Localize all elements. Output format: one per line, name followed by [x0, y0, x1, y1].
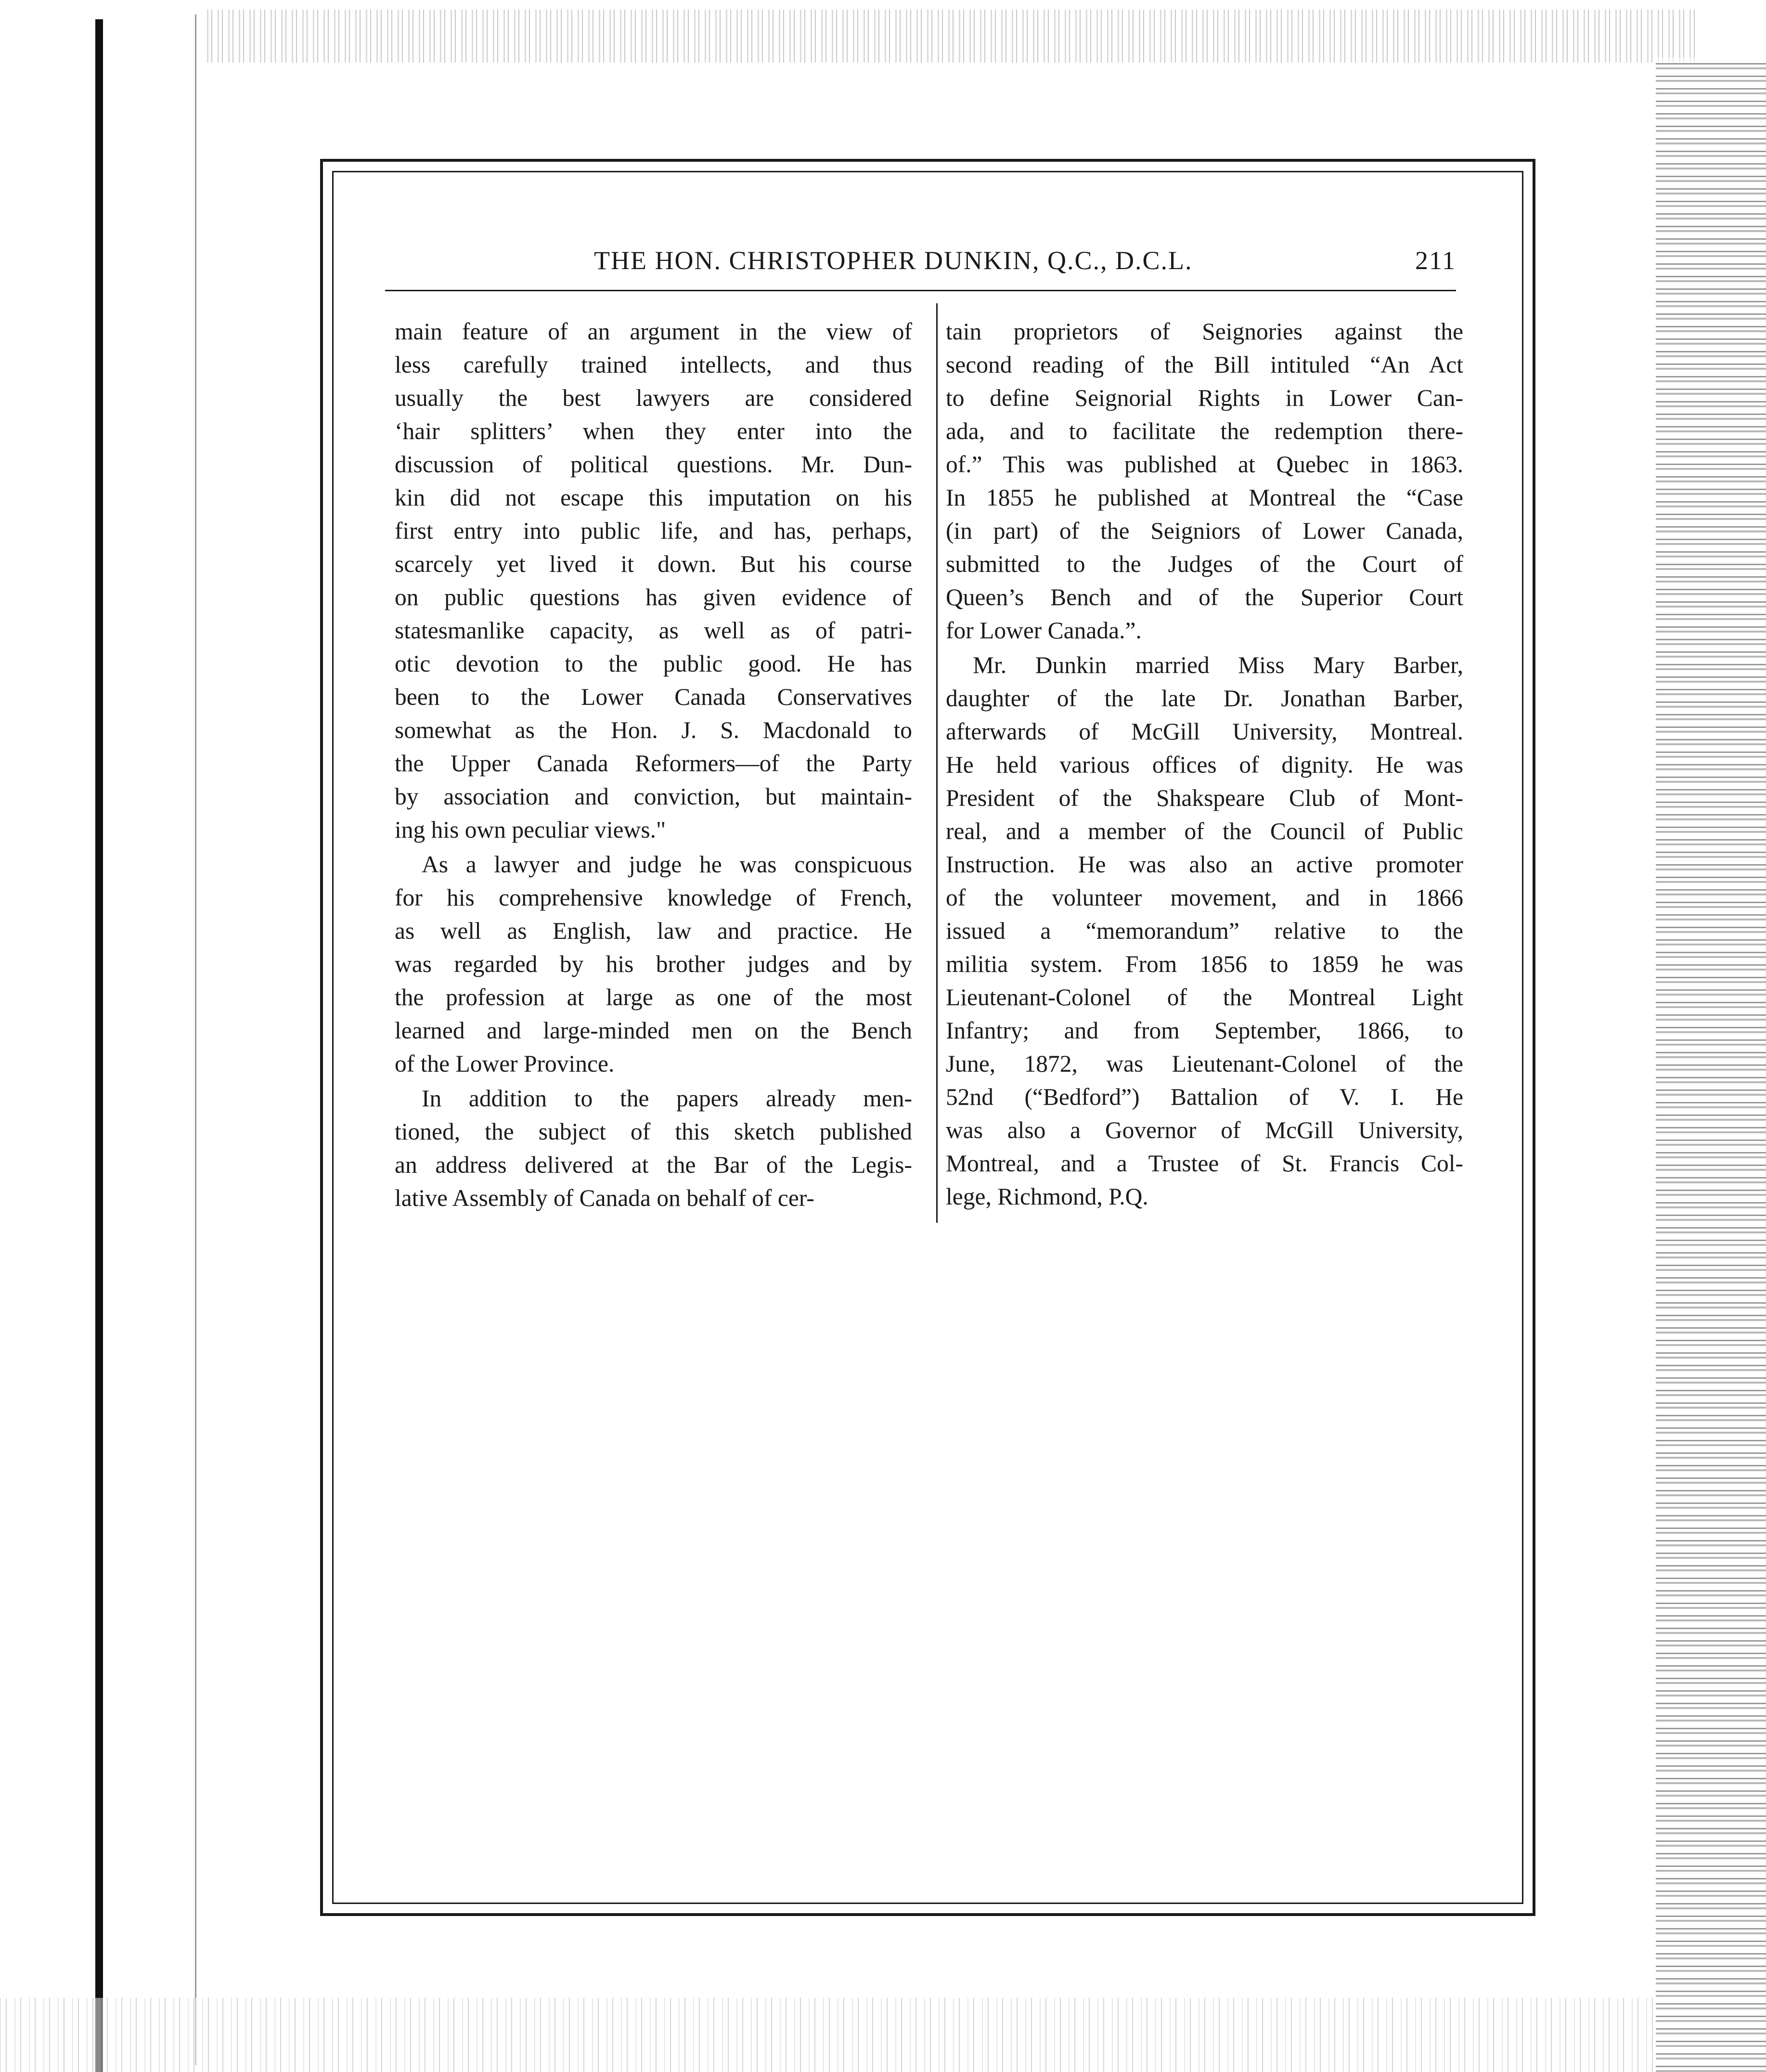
- paragraph: [395, 315, 912, 846]
- paragraph: [946, 648, 1463, 1213]
- text-line: President of the Shakspeare Club of Mont-: [946, 785, 1463, 811]
- text-line: kin did not escape this imputation on his: [395, 484, 912, 511]
- binding-edge: [95, 19, 103, 2072]
- text-line: (in part) of the Seigniors of Lower Canada,: [946, 518, 1463, 544]
- text-line: June, 1872, was Lieutenant-Colonel of the: [946, 1050, 1463, 1077]
- left-column: [395, 315, 912, 1215]
- text-line: been to the Lower Canada Conservatives: [395, 684, 912, 710]
- text-line: of.” This was published at Quebec in 1863.: [946, 451, 1463, 478]
- right-column: [946, 315, 1463, 1213]
- scan-noise-bottom: [0, 1998, 1656, 2072]
- text-line: lative Assembly of Canada on behalf of cer-: [395, 1185, 814, 1211]
- text-line: an address delivered at the Bar of the Legis-: [395, 1152, 912, 1178]
- text-line: for his comprehensive knowledge of French,: [395, 884, 912, 911]
- running-head: [385, 246, 1456, 279]
- text-line: Mr. Dunkin married Miss Mary Barber,: [973, 652, 1463, 678]
- text-line: for Lower Canada.”.: [946, 617, 1142, 644]
- text-line: ‘hair splitters’ when they enter into the: [395, 418, 912, 444]
- text-line: was regarded by his brother judges and by: [395, 951, 912, 977]
- text-line: usually the best lawyers are considered: [395, 385, 912, 411]
- text-line: He held various offices of dignity. He was: [946, 751, 1463, 778]
- text-line: ing his own peculiar views.": [395, 816, 666, 843]
- text-line: militia system. From 1856 to 1859 he was: [946, 951, 1463, 977]
- text-line: on public questions has given evidence of: [395, 584, 912, 610]
- header-rule: [385, 290, 1456, 291]
- text-line: In addition to the papers already men-: [422, 1085, 912, 1112]
- text-line: otic devotion to the public good. He has: [395, 650, 912, 677]
- text-line: discussion of political questions. Mr. Dun-: [395, 451, 912, 478]
- text-line: Queen’s Bench and of the Superior Court: [946, 584, 1463, 610]
- text-line: submitted to the Judges of the Court of: [946, 551, 1463, 577]
- text-line: 52nd (“Bedford”) Battalion of V. I. He: [946, 1084, 1463, 1110]
- text-line: by association and conviction, but maintain-: [395, 783, 912, 810]
- text-line: statesmanlike capacity, as well as of patri-: [395, 617, 912, 644]
- text-line: as well as English, law and practice. He: [395, 918, 912, 944]
- page-number: 211: [1415, 246, 1456, 275]
- scan-noise-right: [1656, 58, 1766, 2072]
- column-divider: [936, 303, 938, 1223]
- text-line: Infantry; and from September, 1866, to: [946, 1017, 1463, 1044]
- paragraph: [395, 1082, 912, 1215]
- running-title: THE HON. CHRISTOPHER DUNKIN, Q.C., D.C.L.: [594, 246, 1193, 275]
- text-line: real, and a member of the Council of Public: [946, 818, 1463, 844]
- text-line: of the volunteer movement, and in 1866: [946, 884, 1463, 911]
- gutter-line: [195, 14, 196, 2065]
- text-line: daughter of the late Dr. Jonathan Barber,: [946, 685, 1463, 712]
- text-line: ada, and to facilitate the redemption there-: [946, 418, 1463, 444]
- text-line: the profession at large as one of the most: [395, 984, 912, 1010]
- text-line: issued a “memorandum” relative to the: [946, 918, 1463, 944]
- text-line: somewhat as the Hon. J. S. Macdonald to: [395, 717, 912, 743]
- text-line: afterwards of McGill University, Montreal.: [946, 718, 1463, 745]
- text-line: lege, Richmond, P.Q.: [946, 1183, 1148, 1210]
- text-line: As a lawyer and judge he was conspicuous: [422, 851, 912, 878]
- text-line: In 1855 he published at Montreal the “Case: [946, 484, 1463, 511]
- text-line: was also a Governor of McGill University,: [946, 1117, 1463, 1143]
- text-line: main feature of an argument in the view of: [395, 318, 912, 345]
- text-line: first entry into public life, and has, perhaps,: [395, 518, 912, 544]
- text-line: Montreal, and a Trustee of St. Francis Col-: [946, 1150, 1463, 1177]
- text-line: scarcely yet lived it down. But his course: [395, 551, 912, 577]
- text-line: the Upper Canada Reformers—of the Party: [395, 750, 912, 777]
- text-line: to define Seignorial Rights in Lower Can-: [946, 385, 1463, 411]
- text-line: tioned, the subject of this sketch published: [395, 1118, 912, 1145]
- text-line: tain proprietors of Seignories against the: [946, 318, 1463, 345]
- paragraph: [395, 848, 912, 1080]
- text-line: Instruction. He was also an active promoter: [946, 851, 1463, 878]
- scan-noise-top: [207, 10, 1699, 63]
- text-line: of the Lower Province.: [395, 1050, 615, 1077]
- text-line: Lieutenant-Colonel of the Montreal Light: [946, 984, 1463, 1010]
- text-line: second reading of the Bill intituled “An Act: [946, 351, 1463, 378]
- text-line: learned and large-minded men on the Bench: [395, 1017, 912, 1044]
- paragraph: [946, 315, 1463, 647]
- text-line: less carefully trained intellects, and thus: [395, 351, 912, 378]
